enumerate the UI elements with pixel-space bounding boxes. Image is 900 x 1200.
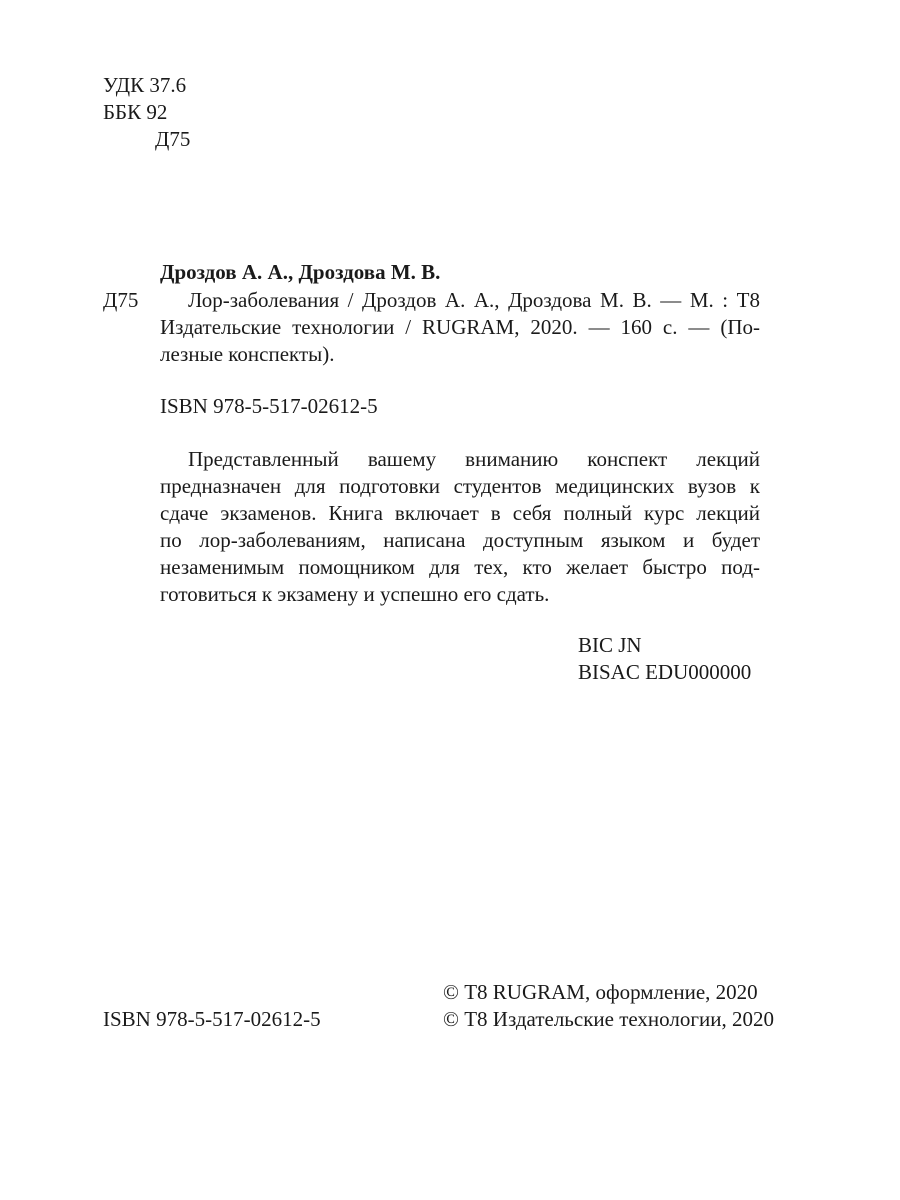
bbk-code: ББК 92 <box>103 100 168 124</box>
author-mark-top: Д75 <box>155 127 191 151</box>
isbn-footer: ISBN 978-5-517-02612-5 <box>103 1007 321 1031</box>
annotation-line: Представленный вашему вниманию конспект лекций <box>188 447 760 471</box>
author-mark-record: Д75 <box>103 288 139 312</box>
bisac-code: BISAC EDU000000 <box>578 660 752 684</box>
description-line: лезные конспекты). <box>160 342 335 366</box>
annotation-line: готовиться к экзамену и успешно его сдать. <box>160 582 550 606</box>
udk-code: УДК 37.6 <box>103 73 187 97</box>
description-line: Лор-заболевания / Дроздов А. А., Дроздова М. В. — М. : Т8 <box>188 288 760 312</box>
copyright-design: © Т8 RUGRAM, оформление, 2020 <box>443 980 758 1004</box>
copyright-publisher: © Т8 Издательские технологии, 2020 <box>443 1007 774 1031</box>
isbn-record: ISBN 978-5-517-02612-5 <box>160 394 378 418</box>
annotation-line: незаменимым помощником для тех, кто желает быстро под- <box>160 555 760 579</box>
annotation-line: по лор-заболеваниям, написана доступным языком и будет <box>160 528 760 552</box>
authors-heading: Дроздов А. А., Дроздова М. В. <box>160 260 441 284</box>
bic-code: BIC JN <box>578 633 642 657</box>
annotation-line: предназначен для подготовки студентов медицинских вузов к <box>160 474 760 498</box>
description-line: Издательские технологии / RUGRAM, 2020. — 160 с. — (По- <box>160 315 760 339</box>
annotation-line: сдаче экзаменов. Книга включает в себя полный курс лекций <box>160 501 760 525</box>
